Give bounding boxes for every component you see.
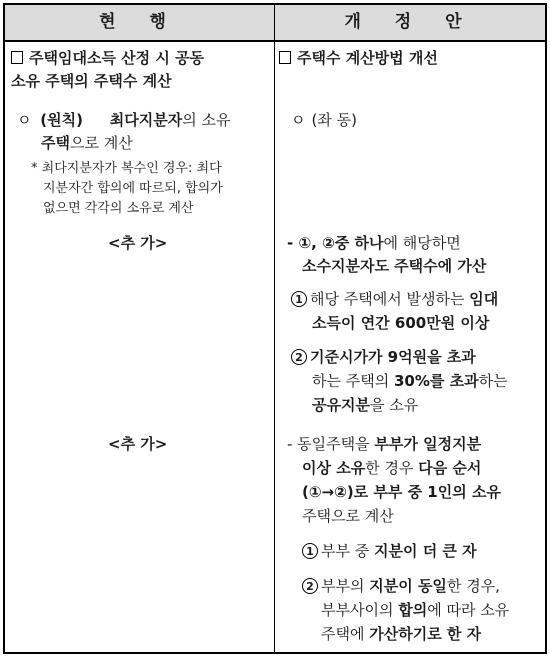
left-section-title-line2: 소유 주택의 주택수 계산 [11,72,172,90]
condition2-line2: 하는 주택의 30%를 초과하는 [312,372,508,390]
added-placeholder-2: <추 가> [108,435,168,453]
note-line2: 지분자간 합의에 따르되, 합의가 [43,181,223,196]
item2-line1: - 동일주택을 부부가 일정지분 [287,435,482,453]
note-line1: * 최다지분자가 복수인 경우: 최다 [31,161,222,176]
column-divider [274,5,275,652]
item1-line2: 소수지분자도 주택수에 가산 [302,257,487,275]
condition1-line2: 소득이 연간 600만원 이상 [312,314,490,332]
header-proposed: 개 정 안 [344,12,476,32]
same-as-left: ㅇ (좌 동) [291,111,357,129]
comparison-table [3,3,547,654]
right-section-title: 주택수 계산방법 개선 [279,47,438,69]
condition1-line1: 1 해당 주택에서 발생하는 임대 [291,288,498,310]
circled-number-icon: 2 [291,349,307,365]
left-section-title: 주택임대소득 산정 시 공동 [11,47,204,69]
added-placeholder-1: <추 가> [108,234,168,252]
principle-line1: ㅇ (원칙) 최다지분자의 소유 [17,111,231,129]
note-line3: 없으면 각각의 소유로 계산 [43,201,194,216]
condition2-line1: 2 기준시가가 9억원을 초과 [291,346,476,368]
item2-line2: 이상 소유한 경우 다음 순서 [302,459,482,477]
principle-line2: 주택으로 계산 [41,134,133,152]
case2-line3: 주택에 가산하기로 한 자 [321,625,482,643]
item2-line3: (①→②)로 부부 중 1인의 소유 [302,483,501,501]
circled-number-icon: 2 [302,578,318,594]
case2-line1: 2 부부의 지분이 동일한 경우, [302,575,500,597]
checkbox-square-icon [279,51,291,64]
condition2-line3: 공유지분을 소유 [312,396,419,414]
case2-line2: 부부사이의 합의에 따라 소유 [321,601,510,619]
checkbox-square-icon [11,51,23,64]
item1-line1: - ①, ②중 하나에 해당하면 [287,234,461,252]
item2-line4: 주택으로 계산 [302,507,394,525]
circled-number-icon: 1 [291,291,307,307]
case1-line: 1 부부 중 지분이 더 큰 자 [302,540,477,562]
circled-number-icon: 1 [302,543,318,559]
header-current: 현 행 [99,12,180,32]
